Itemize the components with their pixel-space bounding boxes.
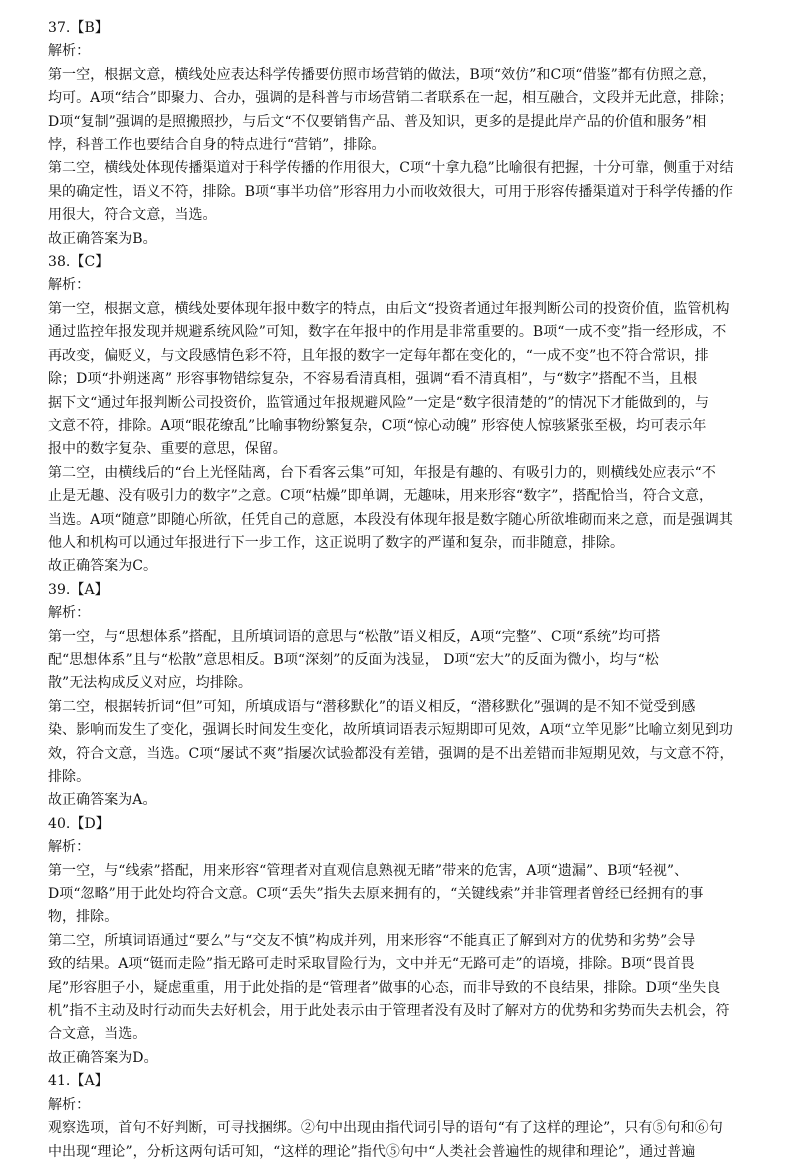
text-line: 除；D项“扑朔迷离” 形容事物错综复杂，不容易看清真相，强调“看不清真相”，与“数字”搭配不当，且根 [48,371,698,388]
text-line: 他人和机构可以通过年报进行下一步工作，这正说明了数字的严谨和复杂，而非随意，排除。 [48,534,625,551]
text-line: 排除。 [48,769,91,785]
text-line: 第二空，根据转折词“但”可知，所填成语与“潜移默化”的语义相反，“潜移默化”强调的是不知不觉受到感 [48,698,696,715]
text-line: 40.【D】 [48,815,110,832]
text-line: 止是无趣、没有吸引力的数字”之意。C项“枯燥”即单调，无趣味，用来形容“数字”，搭配恰当，符合文意， [48,488,713,505]
text-line: 物，排除。 [48,909,119,926]
text-line: D项“忽略”用于此处均符合文意。C项“丢失”指失去原来拥有的，“关键线索”并非管理者曾经已经拥有的事 [48,886,704,903]
text-line: 解析： [48,839,91,856]
text-line: 38.【C】 [48,254,110,271]
text-line: 通过监控年报发现并规避系统风险”可知，数字在年报中的作用是非常重要的。B项“一成不变”指一经形成，不 [48,324,727,341]
text-line: 41.【A】 [48,1073,109,1090]
text-line: 观察选项，首句不好判断，可寻找捆绑。②句中出现由指代词引导的语句“有了这样的理论”，只有⑤句和⑥句 [48,1120,723,1137]
text-line: 再改变，偏贬义，与文段感情色彩不符，且年报的数字一定每年都在变化的，“一成不变”也不符合常识，排 [48,347,709,364]
text-line: 第二空，所填词语通过“要么”与“交友不慎”构成并列，用来形容“不能真正了解到对方的优势和劣势”会导 [48,932,696,949]
text-line: 故正确答案为C。 [48,558,158,575]
text-line: 报中的数字复杂、重要的意思，保留。 [48,441,287,458]
text-line: 染、影响而发生了变化，强调长时间发生变化，故所填词语表示短期即可见效，A项“立竿见影”比喻立刻见到功 [48,722,733,739]
text-line: 解析： [48,43,91,60]
text-line: 均可。A项“结合”即聚力、合办，强调的是科普与市场营销二者联系在一起，相互融合，文段并无此意，排除； [48,90,733,107]
text-line: 用很大，符合文意，当选。 [48,207,217,224]
text-line: 果的确定性，语义不符，排除。B项“事半功倍”形容用力小而收效很大，可用于形容传播渠道对于科学传播的作 [48,183,734,200]
text-line: 39.【A】 [48,581,109,598]
text-line: 解析： [48,605,91,622]
text-line: 当选。A项“随意”即随心所欲，任凭自己的意愿，本段没有体现年报是数字随心所欲堆砌而来之意，而是强调其 [48,511,733,528]
text-line: 故正确答案为D。 [48,1049,158,1066]
text-line: 故正确答案为A。 [48,792,157,809]
text-line: 第一空，根据文意，横线处要体现年报中数字的特点，由后文“投资者通过年报判断公司的投资价值，监管机构 [48,300,730,317]
text-line: 第一空，根据文意，横线处应表达科学传播要仿照市场营销的做法，B项“效仿”和C项“借鉴”都有仿照之意， [48,66,717,83]
text-line: 故正确答案为B。 [48,230,157,247]
text-line: 配“思想体系”且与“松散”意思相反。B项“深刻”的反面为浅显， D项“宏大”的反面为微小，均与“松 [48,651,659,668]
text-line: 文意不符，排除。A项“眼花缭乱”比喻事物纷繁复杂，C项“惊心动魄” 形容使人惊骇紧张至极，均可表示年 [48,417,707,434]
text-line: 尾”形容胆子小，疑虑重重，用于此处指的是“管理者”做事的心态，而非导致的不良结果，排除。D项“坐失良 [48,979,721,996]
text-line: 中出现“理论”，分析这两句话可知，“这样的理论”指代⑤句中“人类社会普遍性的规律和理论”，通过普遍 [48,1143,696,1160]
text-line: 37.【B】 [48,20,109,36]
text-line: 解析： [48,1096,91,1113]
text-line: 致的结果。A项“铤而走险”指无路可走时采取冒险行为，文中并无“无路可走”的语境，排除。B项“畏首畏 [48,956,695,973]
text-line: 第二空，由横线后的“台上光怪陆离，台下看客云集”可知，年报是有趣的、有吸引力的，则横线处应表示“不 [48,464,716,481]
text-line: 解析： [48,277,91,294]
text-line: 机”指不主动及时行动而失去好机会，用于此处表示由于管理者没有及时了解对方的优势和劣势而失去机会，符 [48,1003,730,1020]
text-line: 第二空，横线处体现传播渠道对于科学传播的作用很大，C项“十拿九稳”比喻很有把握，十分可靠，侧重于对结 [48,160,734,177]
text-line: 悖，科普工作也要结合自身的特点进行“营销”，排除。 [48,137,386,154]
text-line: D项“复制”强调的是照搬照抄，与后文“不仅要销售产品、普及知识，更多的是提此岸产品的价值和服务”相 [48,113,707,130]
text-line: 第一空，与“线索”搭配，用来形容“管理者对直观信息熟视无睹”带来的危害，A项“遗漏”、B项“轻视”、 [48,862,689,879]
text-line: 合文意，当选。 [48,1026,147,1043]
answer-analysis-text [48,17,760,1164]
text-line: 效，符合文意，当选。C项“屡试不爽”指屡次试验都没有差错，强调的是不出差错而非短期见效，与文意不符， [48,745,734,762]
text-line: 第一空，与“思想体系”搭配，且所填词语的意思与“松散”语义相反，A项“完整”、C项“系统”均可搭 [48,628,661,645]
text-line: 散”无法构成反义对应，均排除。 [48,675,252,692]
text-line: 据下文“通过年报判断公司投资价，监管通过年报规避风险”一定是“数字很清楚的”的情况下才能做到的，与 [48,394,710,411]
